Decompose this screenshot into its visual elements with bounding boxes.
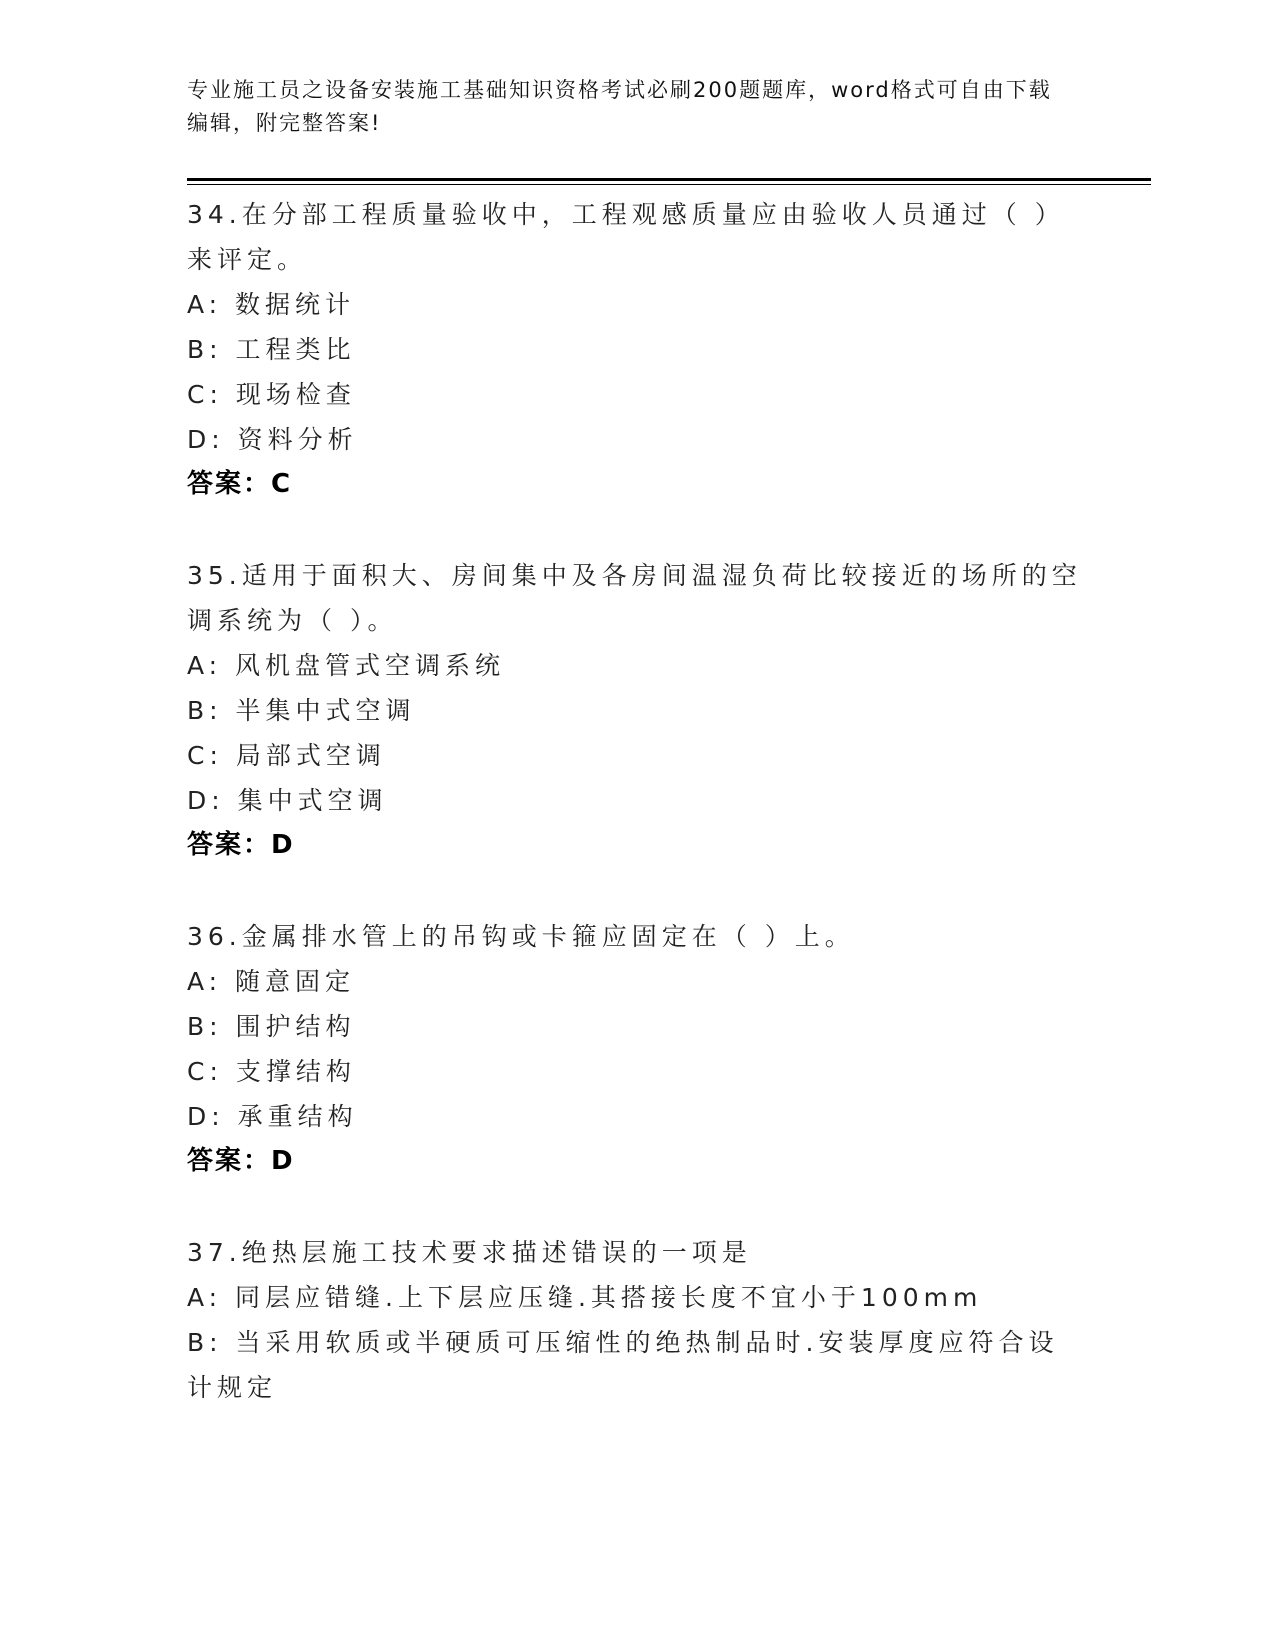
answer-label: 答案：D (187, 830, 295, 860)
option-d: D: 资料分析 (187, 425, 358, 454)
option-b: B: 当采用软质或半硬质可压缩性的绝热制品时.安装厚度应符合设计规定 (187, 1328, 1059, 1402)
question-37 (187, 1230, 1087, 1410)
answer-label: 答案：C (187, 469, 293, 499)
question-35 (187, 553, 1087, 868)
option-a: A: 同层应错缝.上下层应压缝.其搭接长度不宜小于100mm (187, 1283, 983, 1312)
option-b: B: 半集中式空调 (187, 696, 416, 725)
question-stem: 37.绝热层施工技术要求描述错误的一项是 (187, 1238, 752, 1267)
option-c: C: 局部式空调 (187, 741, 386, 770)
question-stem: 36.金属排水管上的吊钩或卡箍应固定在（ ）上。 (187, 922, 855, 951)
option-c: C: 支撑结构 (187, 1057, 356, 1086)
option-d: D: 承重结构 (187, 1102, 358, 1131)
header-rule-thick (187, 178, 1151, 181)
question-36 (187, 914, 1087, 1184)
option-a: A: 随意固定 (187, 967, 356, 996)
question-list (187, 192, 1087, 1456)
option-b: B: 围护结构 (187, 1012, 356, 1041)
option-d: D: 集中式空调 (187, 786, 388, 815)
option-c: C: 现场检查 (187, 380, 356, 409)
option-a: A: 风机盘管式空调系统 (187, 651, 506, 680)
question-34 (187, 192, 1087, 507)
header-rule-thin (187, 184, 1151, 185)
option-a: A: 数据统计 (187, 290, 356, 319)
question-stem: 34.在分部工程质量验收中，工程观感质量应由验收人员通过（ ）来评定。 (187, 200, 1065, 274)
option-b: B: 工程类比 (187, 335, 356, 364)
document-header: 专业施工员之设备安装施工基础知识资格考试必刷200题题库，word格式可自由下载编辑，附完整答案! (187, 78, 1052, 135)
answer-label: 答案：D (187, 1146, 295, 1176)
question-stem: 35.适用于面积大、房间集中及各房间温湿负荷比较接近的场所的空调系统为（ ）。 (187, 561, 1082, 635)
